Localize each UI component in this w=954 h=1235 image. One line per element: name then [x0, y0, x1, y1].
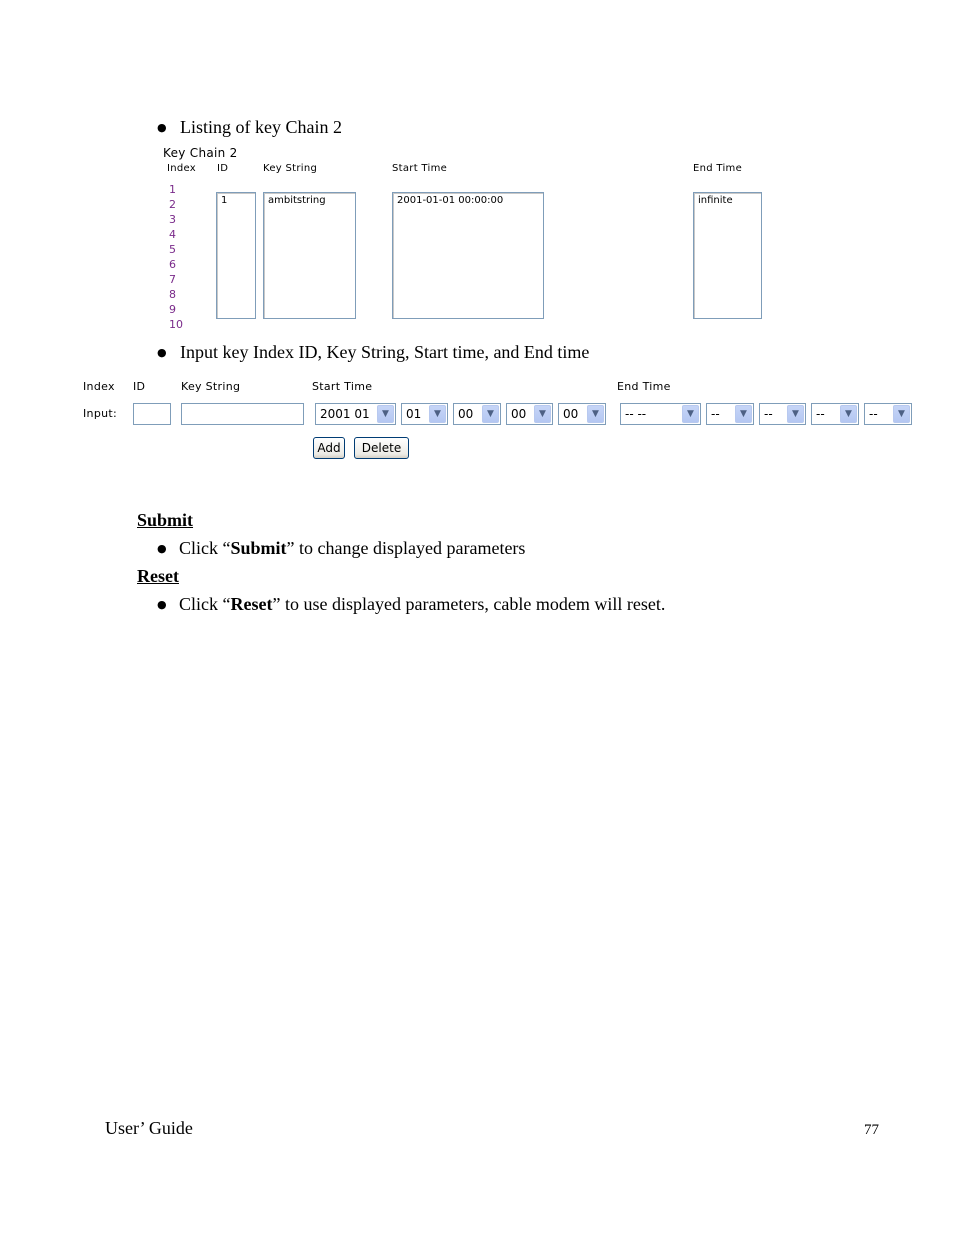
index-number: 1: [169, 183, 176, 196]
input-row-label: Input:: [83, 407, 117, 420]
id-listbox[interactable]: [216, 192, 256, 319]
submit-heading: Submit: [137, 510, 194, 530]
end-hour-select[interactable]: [759, 403, 806, 425]
chevron-down-icon[interactable]: ▼: [735, 405, 752, 423]
index-number: 9: [169, 303, 176, 316]
reset-description-pre: Click “: [179, 594, 231, 614]
index-number: 5: [169, 243, 176, 256]
input-start-time-header: Start Time: [312, 380, 373, 393]
chevron-down-icon[interactable]: ▼: [534, 405, 551, 423]
key-string-header: Key String: [263, 163, 318, 174]
end-time-listbox[interactable]: [693, 192, 762, 319]
index-number: 3: [169, 213, 176, 226]
add-button[interactable]: Add: [313, 437, 345, 459]
start-time-list-entry[interactable]: 2001-01-01 00:00:00: [397, 195, 504, 206]
start-time-header: Start Time: [392, 163, 448, 174]
start-hour-select[interactable]: [453, 403, 501, 425]
footer-guide-title: User’ Guide: [105, 1118, 193, 1138]
start-year-month-select[interactable]: [315, 403, 396, 425]
index-number-list: [169, 182, 183, 332]
index-number: 6: [169, 258, 176, 271]
chevron-down-icon[interactable]: ▼: [587, 405, 604, 423]
select-value: --: [711, 407, 720, 421]
key-string-listbox[interactable]: [263, 192, 356, 319]
id-input[interactable]: [133, 403, 171, 425]
select-value: 00: [563, 407, 579, 421]
bullet-icon: ●: [157, 598, 167, 611]
index-number: 7: [169, 273, 176, 286]
chevron-down-icon[interactable]: ▼: [787, 405, 804, 423]
chevron-down-icon[interactable]: ▼: [429, 405, 446, 423]
reset-description: [179, 594, 665, 614]
id-header: ID: [217, 163, 229, 174]
submit-description-pre: Click “: [179, 538, 231, 558]
chevron-down-icon[interactable]: ▼: [682, 405, 699, 423]
bullet-icon: ●: [157, 542, 167, 555]
end-time-header: End Time: [693, 163, 743, 174]
chevron-down-icon[interactable]: ▼: [840, 405, 857, 423]
index-number: 2: [169, 198, 176, 211]
chevron-down-icon[interactable]: ▼: [377, 405, 394, 423]
index-number: 10: [169, 318, 183, 331]
page-number: 77: [864, 1122, 879, 1138]
start-second-select[interactable]: [558, 403, 606, 425]
key-string-list-entry[interactable]: ambitstring: [268, 195, 326, 206]
reset-heading: Reset: [137, 566, 179, 586]
chevron-down-icon[interactable]: ▼: [893, 405, 910, 423]
end-year-month-select[interactable]: [620, 403, 701, 425]
select-value: --: [869, 407, 878, 421]
submit-description-post: ” to change displayed parameters: [286, 538, 526, 558]
input-index-header: Index: [83, 380, 115, 393]
select-value: 2001 01: [320, 407, 370, 421]
index-header: Index: [167, 163, 197, 174]
key-string-input[interactable]: [181, 403, 304, 425]
input-end-time-header: End Time: [617, 380, 671, 393]
start-day-select[interactable]: [401, 403, 448, 425]
reset-description-bold: Reset: [230, 594, 273, 614]
end-minute-select[interactable]: [811, 403, 859, 425]
bullet-icon: ●: [157, 121, 167, 134]
key-chain-title: Key Chain 2: [163, 146, 238, 160]
start-minute-select[interactable]: [506, 403, 553, 425]
listing-bullet-text: Listing of key Chain 2: [180, 117, 342, 137]
select-value: 00: [511, 407, 527, 421]
index-number: 8: [169, 288, 176, 301]
end-day-select[interactable]: [706, 403, 754, 425]
select-value: --: [816, 407, 825, 421]
input-key-string-header: Key String: [181, 380, 241, 393]
id-list-entry[interactable]: 1: [221, 195, 228, 206]
reset-description-post: ” to use displayed parameters, cable modem will reset.: [272, 594, 666, 614]
submit-description-bold: Submit: [230, 538, 287, 558]
input-bullet-text: Input key Index ID, Key String, Start time, and End time: [180, 342, 590, 362]
index-number: 4: [169, 228, 176, 241]
chevron-down-icon[interactable]: ▼: [482, 405, 499, 423]
select-value: --: [764, 407, 773, 421]
delete-button[interactable]: Delete: [354, 437, 409, 459]
bullet-icon: ●: [157, 346, 167, 359]
select-value: 01: [406, 407, 422, 421]
input-id-header: ID: [133, 380, 146, 393]
select-value: 00: [458, 407, 474, 421]
end-second-select[interactable]: [864, 403, 912, 425]
select-value: -- --: [625, 407, 647, 421]
submit-description: [179, 538, 525, 558]
end-time-list-entry[interactable]: infinite: [698, 195, 733, 206]
start-time-listbox[interactable]: [392, 192, 544, 319]
